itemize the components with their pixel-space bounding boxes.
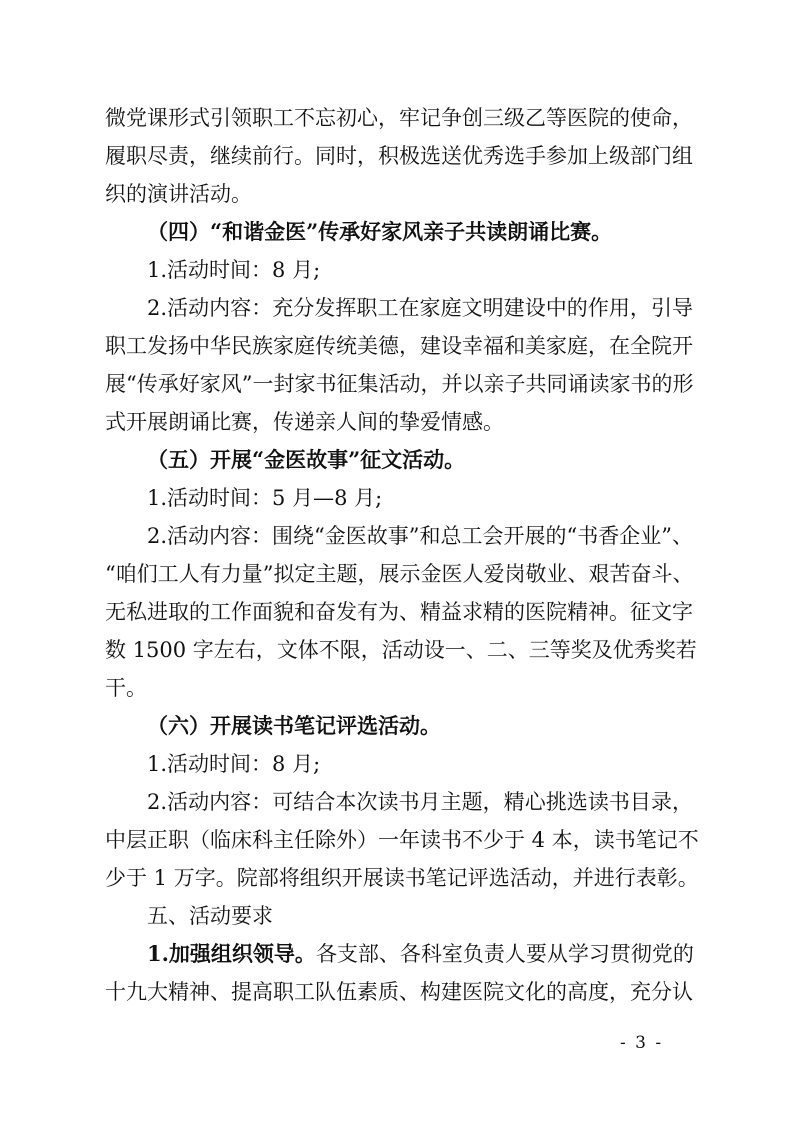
activity-time-6: 1.活动时间：8 月; xyxy=(147,752,321,776)
body-line-14: 无私进取的工作面貌和奋发有为、精益求精的医院精神。征文字 xyxy=(105,600,693,624)
body-line-24: 十九大精神、提高职工队伍素质、构建医院文化的高度，充分认 xyxy=(105,980,693,1004)
body-line-16: 干。 xyxy=(105,676,147,700)
activity-time-4: 1.活动时间：8 月; xyxy=(147,258,321,282)
requirement-1-line xyxy=(147,939,693,969)
requirement-1-lead: 1.加强组织领导。 xyxy=(147,941,316,966)
body-line-21: 少于 1 万字。院部将组织开展读书笔记评选活动，并进行表彰。 xyxy=(105,866,699,890)
body-line-20: 中层正职（临床科主任除外）一年读书不少于 4 本，读书笔记不 xyxy=(105,828,699,852)
section-heading-requirements: 五、活动要求 xyxy=(147,904,273,928)
body-line-7: 职工发扬中华民族家庭传统美德，建设幸福和美家庭，在全院开 xyxy=(105,334,693,358)
activity-time-5: 1.活动时间：5 月—8 月; xyxy=(147,486,383,510)
body-line-8: 展“传承好家风”一封家书征集活动，并以亲子共同诵读家书的形 xyxy=(105,372,694,396)
requirement-1-text: 各支部、各科室负责人要从学习贯彻党的 xyxy=(315,942,694,966)
body-line-9: 式开展朗诵比赛，传递亲人间的挚爱情感。 xyxy=(105,410,504,434)
body-line-2: 履职尽责，继续前行。同时，积极选送优秀选手参加上级部门组 xyxy=(105,144,693,168)
body-line-13: “咱们工人有力量”拟定主题，展示金医人爱岗敬业、艰苦奋斗、 xyxy=(105,562,694,586)
section-heading-4: （四）“和谐金医”传承好家风亲子共读朗诵比赛。 xyxy=(147,219,613,244)
section-heading-5: （五）开展“金医故事”征文活动。 xyxy=(147,447,466,472)
activity-content-6: 2.活动内容：可结合本次读书月主题，精心挑选读书目录， xyxy=(147,790,693,814)
page-number: - 3 - xyxy=(620,1033,664,1053)
activity-content-4: 2.活动内容：充分发挥职工在家庭文明建设中的作用，引导 xyxy=(147,296,693,320)
section-heading-6: （六）开展读书笔记评选活动。 xyxy=(147,713,441,738)
body-line-15: 数 1500 字左右，文体不限，活动设一、二、三等奖及优秀奖若 xyxy=(105,638,697,662)
body-line-3: 织的演讲活动。 xyxy=(105,182,252,206)
body-line-1: 微党课形式引领职工不忘初心，牢记争创三级乙等医院的使命， xyxy=(105,106,693,130)
activity-content-5: 2.活动内容：围绕“金医故事”和总工会开展的“书香企业”、 xyxy=(147,524,693,548)
